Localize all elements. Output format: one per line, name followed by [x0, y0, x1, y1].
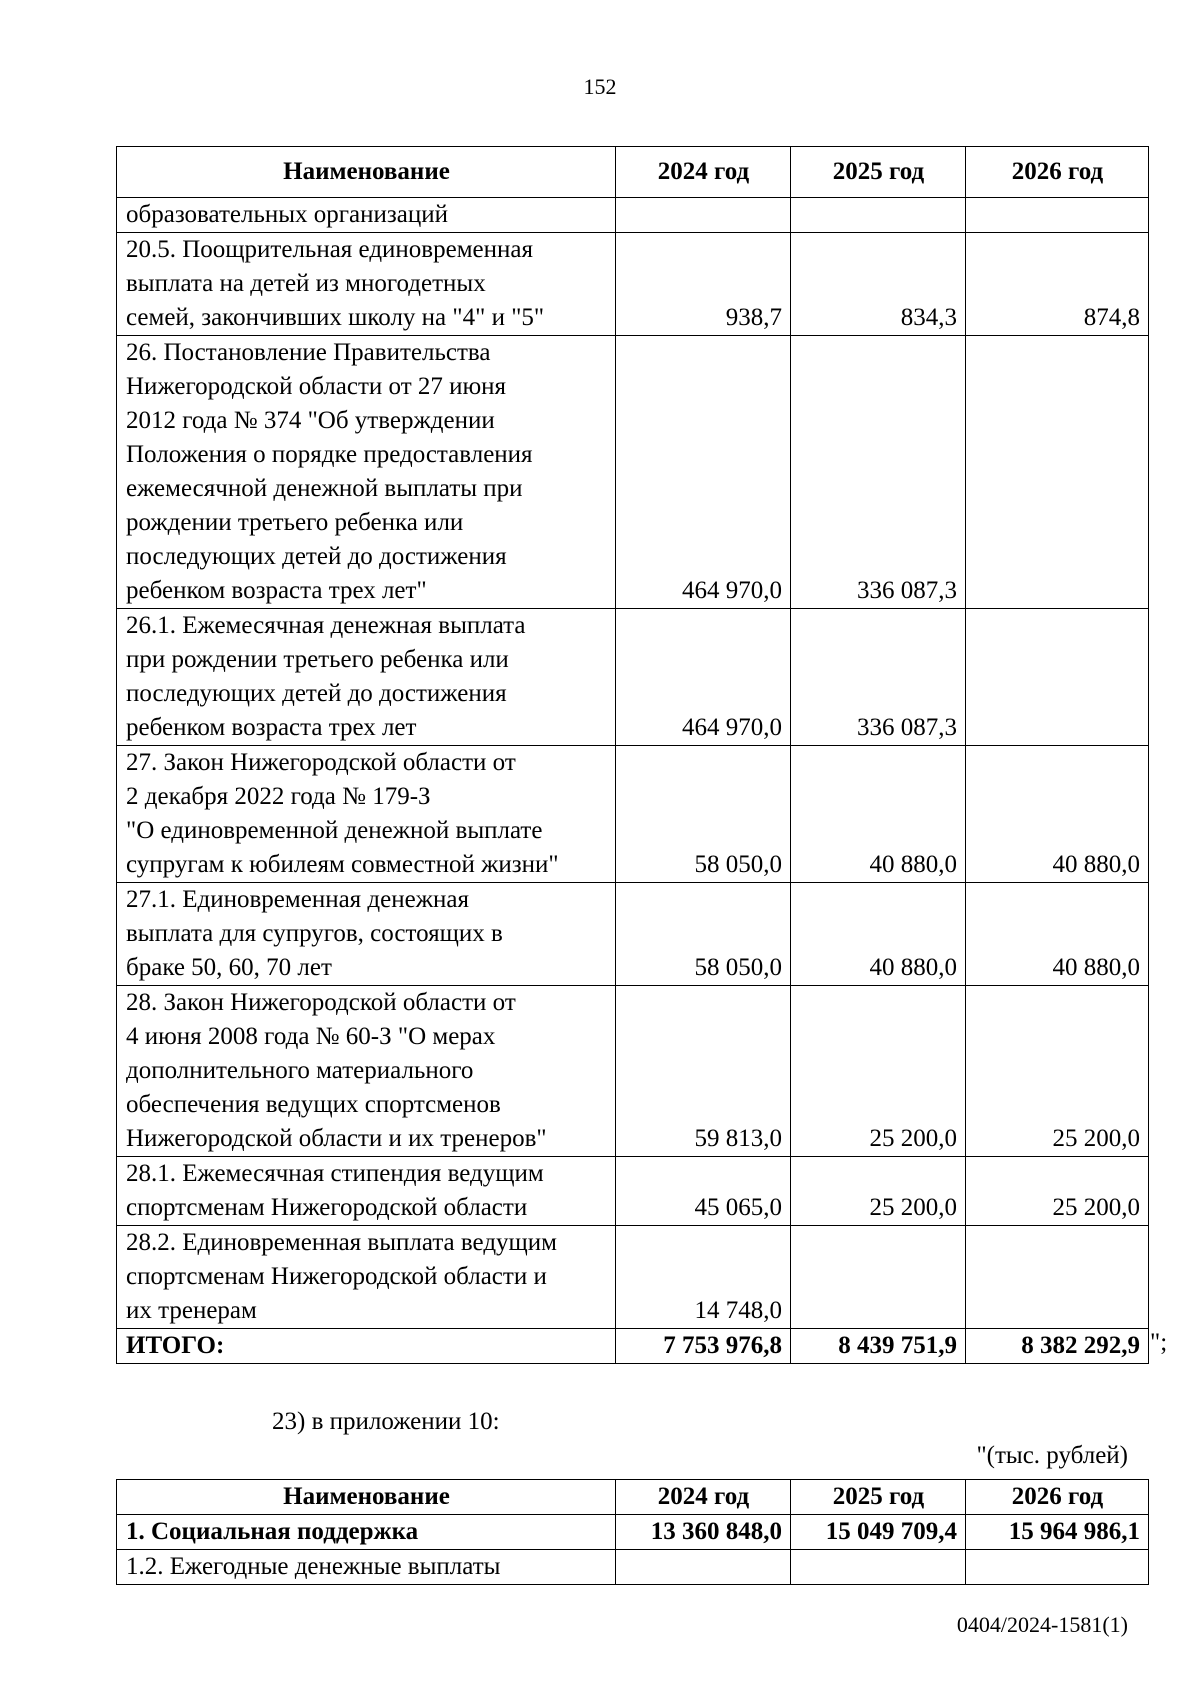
value-2026	[966, 1550, 1149, 1585]
table-row	[117, 233, 1149, 336]
value-2024: 58 050,0	[616, 746, 791, 883]
value-2024: 464 970,0	[616, 609, 791, 746]
header-2025: 2025 год	[791, 147, 966, 198]
total-label: ИТОГО:	[117, 1329, 616, 1364]
row-name-line: "О единовременной денежной выплате	[126, 817, 543, 844]
row-name-line: дополнительного материального	[126, 1057, 474, 1084]
value-2026	[966, 609, 1149, 746]
header-2026: 2026 год	[966, 1480, 1149, 1515]
row-name-line: 28.2. Единовременная выплата ведущим	[126, 1229, 557, 1256]
header-2025: 2025 год	[791, 1480, 966, 1515]
value-2024: 58 050,0	[616, 883, 791, 986]
table-row	[117, 1550, 1149, 1585]
row-name	[117, 746, 616, 883]
row-name-line: супругам к юбилеям совместной жизни"	[126, 851, 559, 878]
value-2026	[966, 198, 1149, 233]
table-header-row	[117, 147, 1149, 198]
row-name: 1. Социальная поддержка	[117, 1515, 616, 1550]
row-name	[117, 198, 616, 233]
row-name: 1.2. Ежегодные денежные выплаты	[117, 1550, 616, 1585]
table-row	[117, 609, 1149, 746]
table-row	[117, 198, 1149, 233]
value-2026: 15 964 986,1	[966, 1515, 1149, 1550]
value-2024: 59 813,0	[616, 986, 791, 1157]
row-name	[117, 986, 616, 1157]
value-2025	[791, 198, 966, 233]
item-heading: 23) в приложении 10:	[272, 1408, 500, 1435]
page-number: 152	[583, 74, 617, 99]
row-name	[117, 336, 616, 609]
row-name-line: Положения о порядке предоставления	[126, 441, 533, 468]
value-2025: 25 200,0	[791, 1157, 966, 1226]
row-name-line: 2012 года № 374 "Об утверждении	[126, 407, 495, 434]
row-name-line: Нижегородской области и их тренеров"	[126, 1125, 547, 1152]
row-name-line: 4 июня 2008 года № 60-З "О мерах	[126, 1023, 496, 1050]
table-row	[117, 986, 1149, 1157]
row-name-line: 27.1. Единовременная денежная	[126, 886, 469, 913]
value-2025: 834,3	[791, 233, 966, 336]
table-row	[117, 1515, 1149, 1550]
value-2025	[791, 1226, 966, 1329]
table-row	[117, 1157, 1149, 1226]
row-name	[117, 1157, 616, 1226]
row-name-line: 27. Закон Нижегородской области от	[126, 749, 516, 776]
row-name-line: 2 декабря 2022 года № 179-З	[126, 783, 431, 810]
row-name-line: семей, закончивших школу на "4" и "5"	[126, 304, 545, 331]
row-name-line: ребенком возраста трех лет"	[126, 577, 427, 604]
total-2024: 7 753 976,8	[616, 1329, 791, 1364]
value-2025	[791, 1550, 966, 1585]
row-name	[117, 883, 616, 986]
header-name: Наименование	[117, 1480, 616, 1515]
row-name	[117, 609, 616, 746]
row-name	[117, 1226, 616, 1329]
value-2025: 40 880,0	[791, 883, 966, 986]
table-row	[117, 883, 1149, 986]
header-2026: 2026 год	[966, 147, 1149, 198]
row-name-line: обеспечения ведущих спортсменов	[126, 1091, 501, 1118]
row-name-line: рождении третьего ребенка или	[126, 509, 464, 536]
value-2025: 40 880,0	[791, 746, 966, 883]
row-name	[117, 233, 616, 336]
total-row	[117, 1329, 1149, 1364]
budget-table	[116, 146, 1149, 1364]
row-name-line: 20.5. Поощрительная единовременная	[126, 236, 533, 263]
table-row	[117, 746, 1149, 883]
row-name-line: выплата на детей из многодетных	[126, 270, 486, 297]
table-header-row	[117, 1480, 1149, 1515]
row-name-line: выплата для супругов, состоящих в	[126, 920, 503, 947]
row-name-line: 26.1. Ежемесячная денежная выплата	[126, 612, 526, 639]
value-2024	[616, 1550, 791, 1585]
value-2025: 336 087,3	[791, 336, 966, 609]
appendix-10-table	[116, 1479, 1149, 1585]
row-name-line: браке 50, 60, 70 лет	[126, 954, 332, 981]
value-2025: 336 087,3	[791, 609, 966, 746]
header-2024: 2024 год	[616, 147, 791, 198]
value-2024: 464 970,0	[616, 336, 791, 609]
value-2026: 25 200,0	[966, 986, 1149, 1157]
row-name-line: Нижегородской области от 27 июня	[126, 373, 507, 400]
value-2026: 40 880,0	[966, 883, 1149, 986]
row-name-line: спортсменам Нижегородской области и	[126, 1263, 547, 1290]
row-name-line: 28. Закон Нижегородской области от	[126, 989, 516, 1016]
value-2026	[966, 1226, 1149, 1329]
value-2026	[966, 336, 1149, 609]
value-2024	[616, 198, 791, 233]
total-2025: 8 439 751,9	[791, 1329, 966, 1364]
row-name-line: 28.1. Ежемесячная стипендия ведущим	[126, 1160, 544, 1187]
row-name-line: при рождении третьего ребенка или	[126, 646, 509, 673]
value-2025: 15 049 709,4	[791, 1515, 966, 1550]
value-2024: 938,7	[616, 233, 791, 336]
row-name-line: ежемесячной денежной выплаты при	[126, 475, 523, 502]
value-2024: 14 748,0	[616, 1226, 791, 1329]
table-row	[117, 336, 1149, 609]
row-name-line: последующих детей до достижения	[126, 543, 507, 570]
header-2024: 2024 год	[616, 1480, 791, 1515]
row-name-line: спортсменам Нижегородской области	[126, 1194, 528, 1221]
value-2025: 25 200,0	[791, 986, 966, 1157]
value-2024: 13 360 848,0	[616, 1515, 791, 1550]
row-name-line: их тренерам	[126, 1297, 257, 1324]
row-name-line: последующих детей до достижения	[126, 680, 507, 707]
value-2026: 25 200,0	[966, 1157, 1149, 1226]
value-2024: 45 065,0	[616, 1157, 791, 1226]
header-name: Наименование	[117, 147, 616, 198]
row-name-line: 26. Постановление Правительства	[126, 339, 491, 366]
table-row	[117, 1226, 1149, 1329]
closing-quote: ";	[1150, 1329, 1168, 1356]
row-name-line: ребенком возраста трех лет	[126, 714, 417, 741]
unit-note: "(тыс. рублей)	[976, 1442, 1128, 1469]
value-2026: 40 880,0	[966, 746, 1149, 883]
value-2026: 874,8	[966, 233, 1149, 336]
document-code: 0404/2024-1581(1)	[956, 1612, 1128, 1637]
total-2026: 8 382 292,9	[966, 1329, 1149, 1364]
row-name-line: образовательных организаций	[126, 201, 449, 228]
